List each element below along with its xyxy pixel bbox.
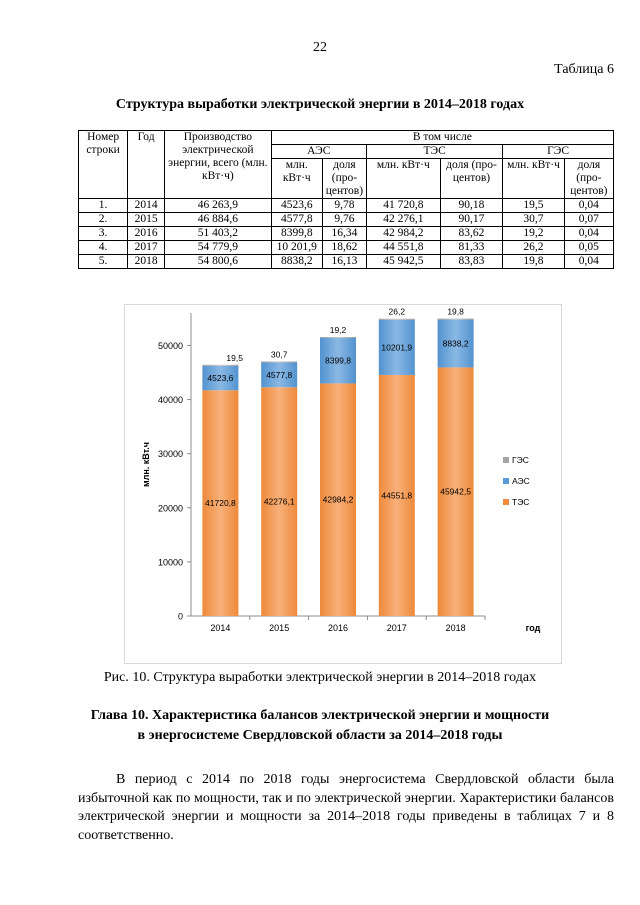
header-production: Производство электрической энергии, всего (млн. кВт·ч)	[165, 131, 272, 199]
cell-year: 2018	[128, 255, 165, 269]
y-tick-label: 10000	[157, 557, 183, 568]
x-tick-label: 2015	[269, 623, 290, 633]
cell-tes-mln: 42 276,1	[366, 213, 440, 227]
table-row	[79, 227, 614, 241]
data-label-tes: 41720,8	[205, 498, 236, 509]
header-tes-mln: млн. кВт·ч	[366, 159, 440, 199]
legend-swatch-aes	[503, 478, 509, 484]
bar-segment-ges	[320, 337, 356, 338]
header-aes-share: доля (про-центов)	[322, 159, 366, 199]
cell-aes-mln: 10 201,9	[271, 241, 322, 255]
cell-ges-mln: 30,7	[503, 213, 564, 227]
chapter-title-line-2: в энергосистеме Свердловской области за 2014–2018 годы	[137, 728, 503, 743]
cell-row-number: 4.	[79, 241, 128, 255]
data-label-aes: 10201,9	[381, 342, 413, 353]
data-label-ges: 30,7	[270, 349, 288, 360]
cell-aes-share: 16,13	[322, 255, 366, 269]
cell-year: 2015	[128, 213, 165, 227]
cell-aes-mln: 4523,6	[271, 199, 322, 213]
cell-tes-mln: 45 942,5	[366, 255, 440, 269]
legend-label-aes: АЭС	[512, 476, 530, 486]
data-label-aes: 4523,6	[207, 373, 234, 384]
cell-tes-mln: 41 720,8	[366, 199, 440, 213]
data-label-aes: 4577,8	[266, 369, 293, 380]
cell-ges-share: 0,04	[564, 199, 613, 213]
x-tick-label: 2016	[327, 623, 349, 633]
legend-label-ges: ГЭС	[512, 455, 529, 465]
header-aes: АЭС	[271, 145, 366, 159]
table-row	[79, 255, 614, 269]
y-tick-label: 50000	[157, 340, 183, 351]
cell-year: 2017	[128, 241, 165, 255]
cell-tes-mln: 44 551,8	[366, 241, 440, 255]
data-label-ges: 19,5	[226, 352, 243, 363]
bar-segment-ges	[202, 365, 238, 366]
header-ges-share: доля (про-центов)	[564, 159, 613, 199]
legend-swatch-tes	[503, 499, 509, 505]
header-ges-mln: млн. кВт·ч	[503, 159, 564, 199]
cell-aes-share: 9,78	[322, 199, 366, 213]
header-row-number: Номер строки	[79, 131, 128, 199]
production-table	[78, 130, 614, 269]
chapter-title-line-1: Глава 10. Характеристика балансов электрической энергии и мощности	[90, 708, 550, 723]
cell-tes-share: 90,18	[440, 199, 503, 213]
cell-tes-share: 83,62	[440, 227, 503, 241]
cell-total: 51 403,2	[165, 227, 272, 241]
table-row	[79, 241, 614, 255]
y-tick-label: 0	[177, 611, 183, 622]
stacked-bar-chart	[125, 305, 561, 663]
cell-ges-share: 0,04	[564, 255, 613, 269]
cell-aes-mln: 8399,8	[271, 227, 322, 241]
legend-label-tes: ТЭС	[512, 497, 530, 507]
header-tes: ТЭС	[366, 145, 502, 159]
chart-container	[124, 304, 562, 664]
cell-total: 54 800,6	[165, 255, 272, 269]
cell-total: 46 884,6	[165, 213, 272, 227]
cell-row-number: 1.	[79, 199, 128, 213]
header-aes-mln: млн. кВт·ч	[271, 159, 322, 199]
figure-caption: Рис. 10. Структура выработки электрической энергии в 2014–2018 годах	[103, 670, 537, 685]
cell-ges-share: 0,07	[564, 213, 613, 227]
cell-total: 46 263,9	[165, 199, 272, 213]
y-tick-label: 20000	[157, 503, 183, 514]
bar-segment-ges	[261, 361, 297, 362]
data-label-ges: 26,2	[388, 306, 406, 317]
cell-ges-mln: 19,2	[503, 227, 564, 241]
data-label-ges: 19,2	[329, 324, 347, 335]
data-label-tes: 42276,1	[263, 496, 295, 507]
cell-ges-mln: 19,8	[503, 255, 564, 269]
data-label-ges: 19,8	[447, 306, 464, 317]
bar-segment-ges	[438, 319, 474, 320]
cell-ges-share: 0,05	[564, 241, 613, 255]
cell-tes-share: 83,83	[440, 255, 503, 269]
cell-tes-share: 81,33	[440, 241, 503, 255]
x-tick-label: 2014	[210, 623, 231, 633]
header-year: Год	[128, 131, 165, 199]
body-paragraph: В период с 2014 по 2018 годы энергосистема Свердловской области была избыточной как по мощности, так и по электрической энергии. Характеристики балансов электрической энергии и мощности за 2014–2018 годы приведены в таблицах 7 и 8 соответственно.	[78, 772, 614, 843]
data-label-aes: 8838,2	[442, 338, 469, 349]
data-label-tes: 44551,8	[381, 490, 413, 501]
chapter-title	[0, 706, 640, 746]
y-tick-label: 40000	[157, 395, 183, 406]
table-row	[79, 213, 614, 227]
cell-year: 2016	[128, 227, 165, 241]
y-axis-title: млн. кВт.ч	[141, 441, 151, 488]
table-row	[79, 199, 614, 213]
cell-ges-mln: 26,2	[503, 241, 564, 255]
cell-ges-share: 0,04	[564, 227, 613, 241]
bar-segment-ges	[379, 319, 415, 320]
cell-aes-share: 9,76	[322, 213, 366, 227]
cell-aes-share: 18,62	[322, 241, 366, 255]
cell-tes-share: 90,17	[440, 213, 503, 227]
header-ges: ГЭС	[503, 145, 614, 159]
x-tick-label: 2017	[386, 623, 407, 633]
legend-swatch-ges	[503, 457, 509, 463]
cell-row-number: 2.	[79, 213, 128, 227]
table-title: Структура выработки электрической энергии в 2014–2018 годах	[115, 97, 525, 112]
x-axis-title: год	[525, 623, 541, 633]
cell-ges-mln: 19,5	[503, 199, 564, 213]
data-label-tes: 42984,2	[322, 494, 354, 505]
cell-aes-share: 16,34	[322, 227, 366, 241]
cell-aes-mln: 8838,2	[271, 255, 322, 269]
x-tick-label: 2018	[445, 623, 466, 633]
cell-year: 2014	[128, 199, 165, 213]
cell-row-number: 3.	[79, 227, 128, 241]
cell-total: 54 779,9	[165, 241, 272, 255]
data-label-aes: 8399,8	[325, 355, 351, 366]
table-label: Таблица 6	[554, 62, 614, 77]
data-label-tes: 45942,5	[440, 486, 471, 497]
cell-tes-mln: 42 984,2	[366, 227, 440, 241]
header-tes-share: доля (про-центов)	[440, 159, 503, 199]
header-including: В том числе	[271, 131, 613, 145]
page-number: 22	[313, 40, 327, 55]
cell-row-number: 5.	[79, 255, 128, 269]
cell-aes-mln: 4577,8	[271, 213, 322, 227]
y-tick-label: 30000	[157, 449, 183, 460]
